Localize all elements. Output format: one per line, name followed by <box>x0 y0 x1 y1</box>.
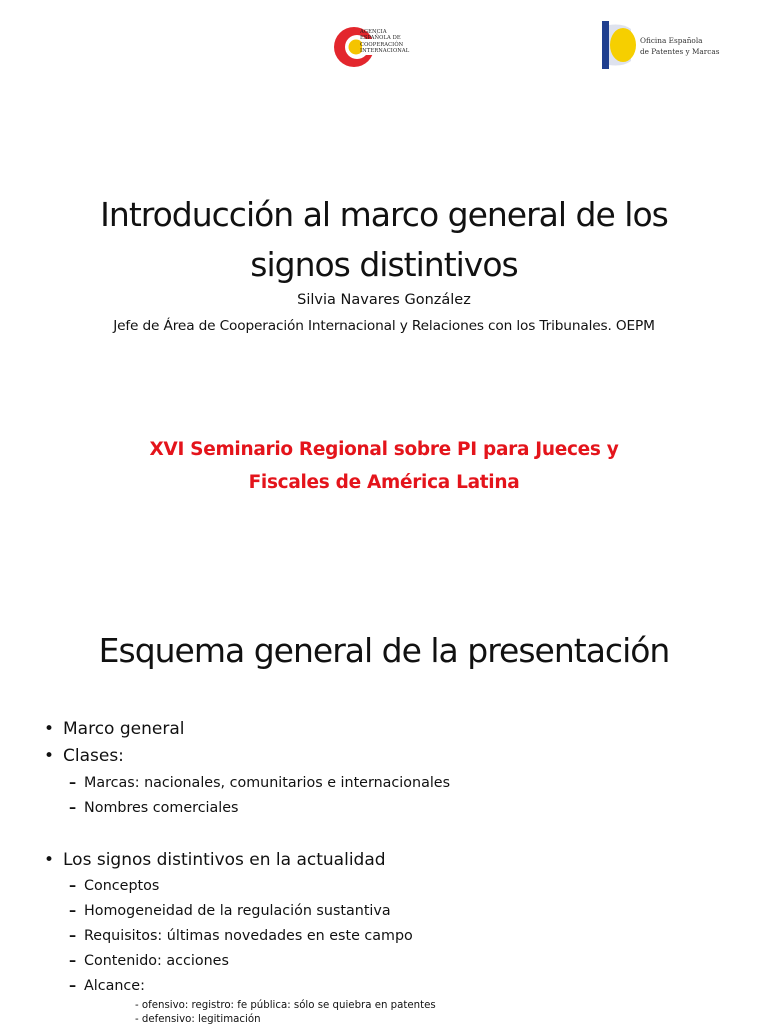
outline-item-text: Nombres comerciales <box>84 800 239 816</box>
outline-item-text: Requisitos: últimas novedades en este campo <box>84 928 413 944</box>
aecid-logo <box>333 22 428 72</box>
outline-item-text: Clases: <box>63 746 124 766</box>
outline-slide <box>0 580 768 1024</box>
presenter-info <box>0 287 768 339</box>
dash-icon: – <box>69 953 77 969</box>
bullet-icon: • <box>44 719 55 739</box>
outline-item-text: Marco general <box>63 719 185 739</box>
author-position: Jefe de Área de Cooperación Internacional y Relaciones con los Tribunales. OEPM <box>113 318 655 334</box>
outline-item-level-2 <box>69 772 450 794</box>
outline-heading: Esquema general de la presentación <box>98 631 670 670</box>
outline-item-level-1 <box>44 717 184 741</box>
outline-item-text: Alcance: <box>84 978 145 994</box>
oepm-logo-icon <box>601 19 641 71</box>
outline-item-text: Conceptos <box>84 878 160 894</box>
bullet-icon: • <box>44 746 55 766</box>
dash-icon: – <box>69 775 77 791</box>
outline-item-text: Contenido: acciones <box>84 953 229 969</box>
outline-item-level-1 <box>44 744 124 768</box>
dash-icon: – <box>69 978 77 994</box>
author-name: Silvia Navares González <box>297 292 471 308</box>
outline-item-level-2 <box>69 925 413 947</box>
title-line: signos distintivos <box>250 245 518 284</box>
outline-item-level-1 <box>44 848 386 872</box>
outline-item-text: - ofensivo: registro: fe pública: sólo se quiebra en patentes <box>135 1000 436 1011</box>
oepm-logo <box>601 19 720 71</box>
outline-item-level-2 <box>69 975 145 997</box>
outline-item-level-2 <box>69 950 229 972</box>
dash-icon: – <box>69 800 77 816</box>
seminar-line: Fiscales de América Latina <box>248 472 520 493</box>
seminar-title <box>0 433 768 499</box>
dash-icon: – <box>69 903 77 919</box>
presentation-title <box>0 190 768 290</box>
outline-item-text: - defensivo: legitimación <box>135 1014 261 1025</box>
oepm-logo-text: Oficina Española de Patentes y Marcas <box>640 36 720 56</box>
outline-item-level-3 <box>135 999 436 1013</box>
dash-icon: – <box>69 878 77 894</box>
outline-item-text: Marcas: nacionales, comunitarios e internacionales <box>84 775 451 791</box>
outline-item-level-3 <box>135 1013 261 1027</box>
outline-item-text: Homogeneidad de la regulación sustantiva <box>84 903 391 919</box>
outline-item-level-2 <box>69 797 239 819</box>
outline-item-text: Los signos distintivos en la actualidad <box>63 850 386 870</box>
outline-item-level-2 <box>69 900 391 922</box>
seminar-line: XVI Seminario Regional sobre PI para Jueces y <box>149 439 619 460</box>
outline-item-level-2 <box>69 875 159 897</box>
dash-icon: – <box>69 928 77 944</box>
bullet-icon: • <box>44 850 55 870</box>
title-line: Introducción al marco general de los <box>100 195 668 234</box>
aecid-logo-text: AGENCIA ESPAÑOLA DE COOPERACIÓN INTERNACIONAL <box>360 29 410 55</box>
